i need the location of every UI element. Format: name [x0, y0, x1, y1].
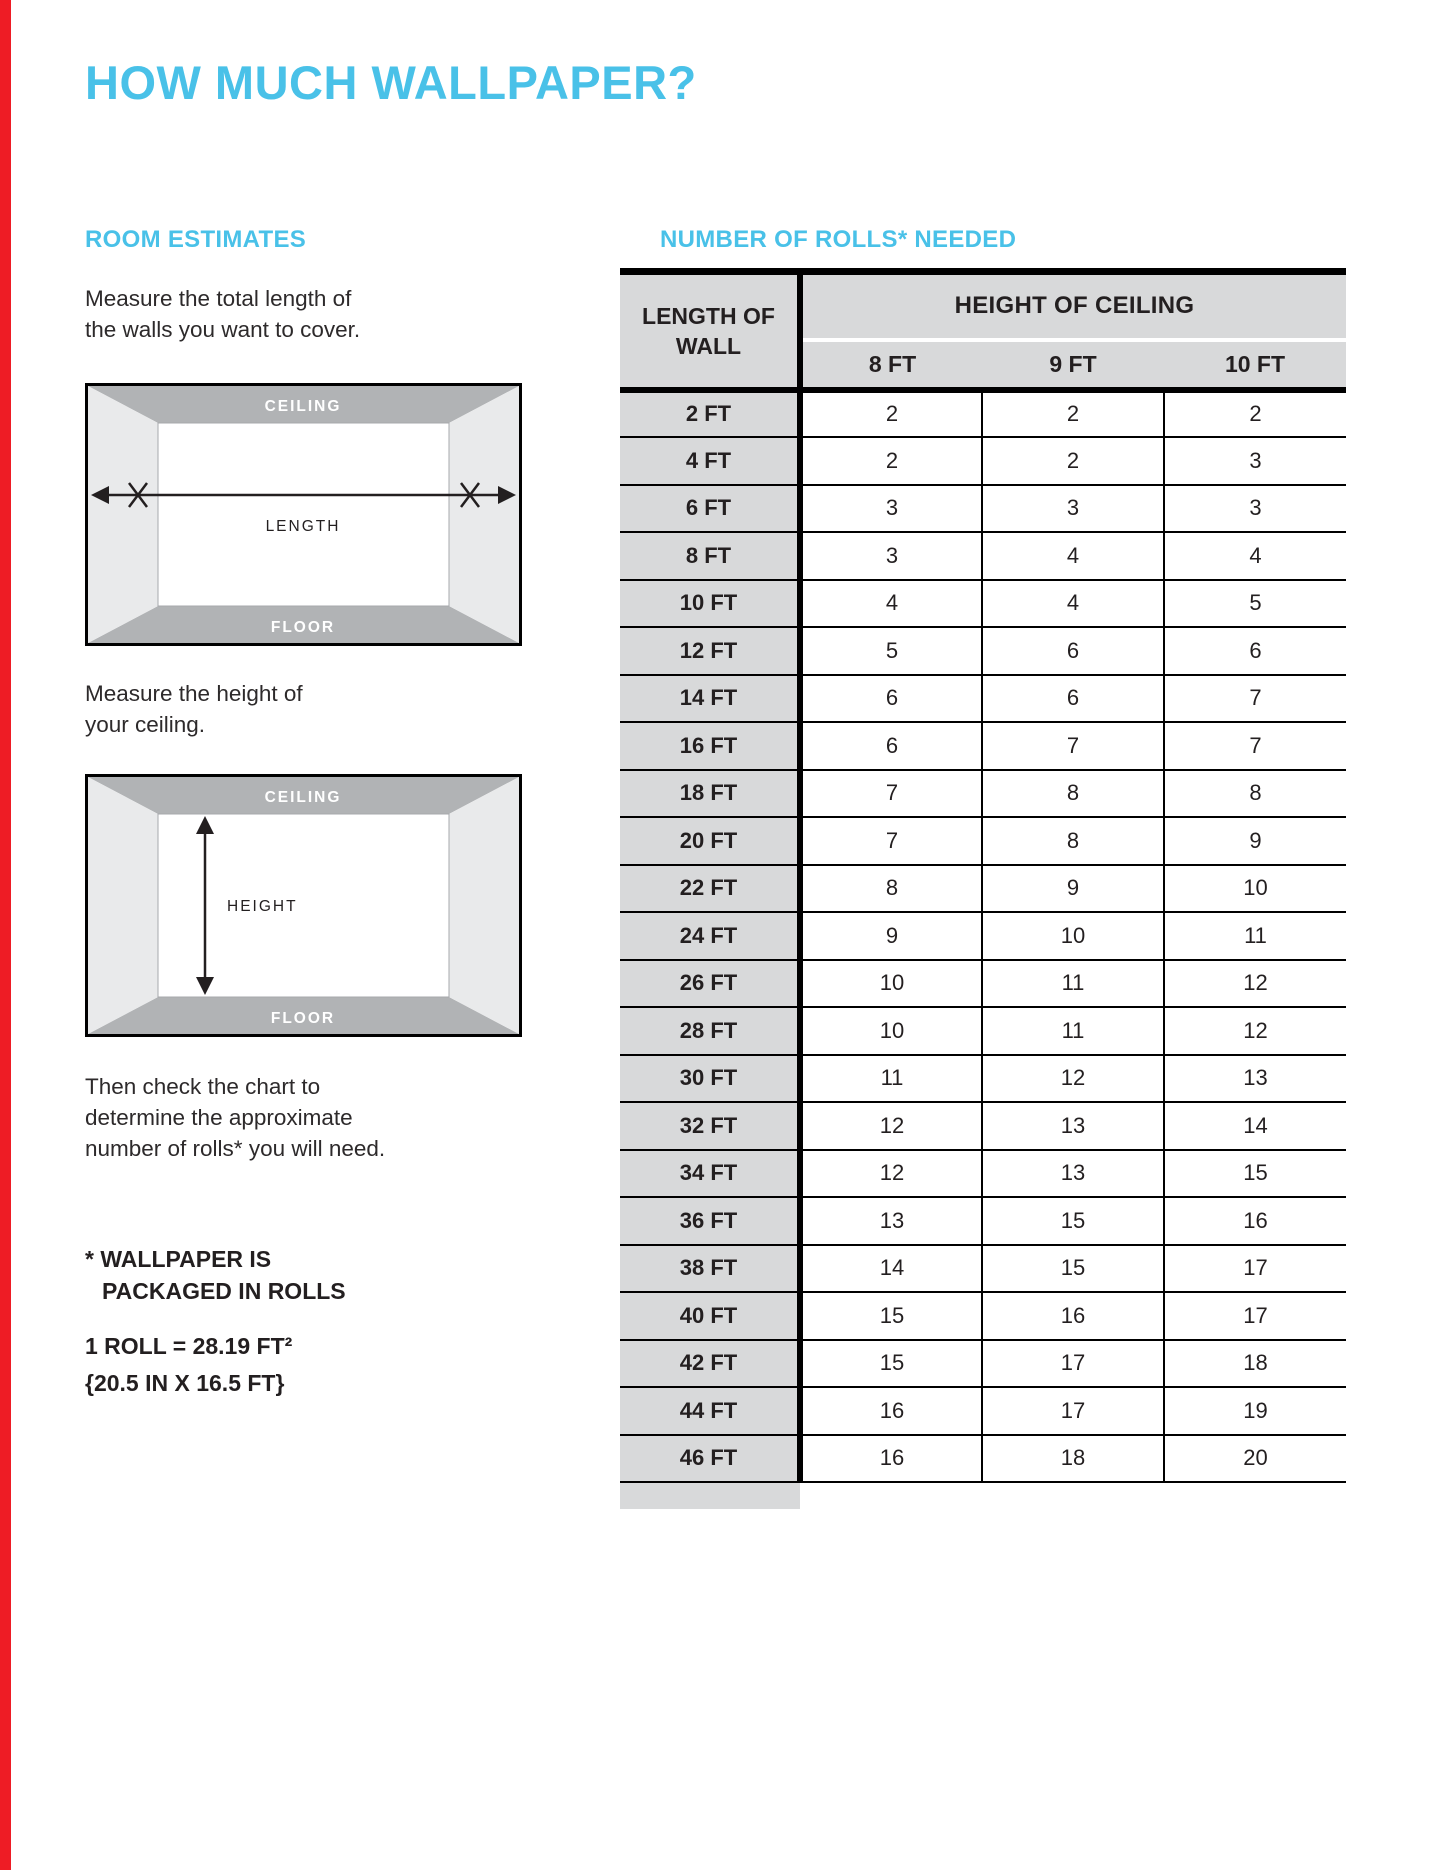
rolls-count-cell: 4 [1164, 532, 1346, 580]
rolls-count-cell: 3 [982, 485, 1164, 533]
rolls-count-cell: 2 [1164, 390, 1346, 438]
rolls-table-section [620, 268, 1346, 1509]
rolls-count-cell: 14 [800, 1245, 982, 1293]
rolls-table-row [620, 1102, 1346, 1150]
wall-length-cell: 42 FT [620, 1340, 800, 1388]
rolls-count-cell: 8 [800, 865, 982, 913]
rolls-count-cell: 17 [982, 1340, 1164, 1388]
rolls-table-row [620, 580, 1346, 628]
rolls-count-cell: 16 [982, 1292, 1164, 1340]
wallpaper-rolls-footnote [85, 1243, 346, 1307]
rolls-count-cell: 11 [982, 1007, 1164, 1055]
wall-length-cell: 38 FT [620, 1245, 800, 1293]
rolls-table-row [620, 485, 1346, 533]
rolls-count-cell: 4 [982, 532, 1164, 580]
rolls-table-row [620, 1055, 1346, 1103]
rolls-count-cell: 15 [800, 1292, 982, 1340]
rolls-count-cell: 11 [800, 1055, 982, 1103]
wall-length-cell: 18 FT [620, 770, 800, 818]
instruction-line: Measure the total length of [85, 286, 352, 311]
rolls-count-cell: 6 [800, 722, 982, 770]
rolls-count-cell: 9 [982, 865, 1164, 913]
rolls-table-row [620, 390, 1346, 438]
instruction-line: Then check the chart to [85, 1074, 321, 1099]
length-dimension-label: LENGTH [265, 518, 341, 535]
wall-length-cell: 36 FT [620, 1197, 800, 1245]
table-header-row [620, 272, 1346, 340]
check-chart-instruction [85, 1071, 385, 1164]
rolls-count-cell: 7 [800, 770, 982, 818]
rolls-count-cell: 18 [982, 1435, 1164, 1483]
rolls-count-cell: 17 [982, 1387, 1164, 1435]
rolls-count-cell: 11 [982, 960, 1164, 1008]
rolls-count-cell: 10 [1164, 865, 1346, 913]
rolls-count-cell: 4 [800, 580, 982, 628]
rolls-count-cell: 6 [800, 675, 982, 723]
rolls-count-cell: 13 [800, 1197, 982, 1245]
rolls-needed-heading: NUMBER OF ROLLS* NEEDED [660, 226, 1017, 253]
rolls-count-cell: 6 [982, 627, 1164, 675]
roll-area-line: 1 ROLL = 28.19 FT² [85, 1333, 293, 1359]
back-wall-panel [158, 814, 449, 997]
rolls-table-row [620, 912, 1346, 960]
rolls-count-cell: 9 [800, 912, 982, 960]
instruction-line: number of rolls* you will need. [85, 1136, 386, 1161]
wall-length-cell: 28 FT [620, 1007, 800, 1055]
rolls-table-row [620, 1292, 1346, 1340]
footer-empty-cell [800, 1482, 1346, 1509]
rolls-table-row [620, 675, 1346, 723]
ceiling-label: CEILING [264, 398, 342, 415]
wall-length-cell: 46 FT [620, 1435, 800, 1483]
wall-length-cell: 20 FT [620, 817, 800, 865]
rolls-count-cell: 15 [982, 1197, 1164, 1245]
instruction-line: the walls you want to cover. [85, 317, 361, 342]
rolls-count-cell: 7 [800, 817, 982, 865]
rolls-table-row [620, 817, 1346, 865]
rolls-table-row [620, 865, 1346, 913]
page-title: HOW MUCH WALLPAPER? [85, 56, 697, 109]
rolls-table-row [620, 960, 1346, 1008]
rolls-count-cell: 5 [1164, 580, 1346, 628]
wall-length-cell: 44 FT [620, 1387, 800, 1435]
wall-length-cell: 8 FT [620, 532, 800, 580]
ceiling-height-header-8-ft: 8 FT [800, 340, 982, 390]
rolls-count-cell: 12 [982, 1055, 1164, 1103]
wall-length-cell: 10 FT [620, 580, 800, 628]
gray-column-stub [620, 1482, 800, 1509]
ceiling-height-header-9-ft: 9 FT [982, 340, 1164, 390]
instruction-line: Measure the height of [85, 681, 303, 706]
rolls-count-cell: 7 [982, 722, 1164, 770]
left-wall-panel [88, 777, 158, 1034]
ceiling-height-header-10-ft: 10 FT [1164, 340, 1346, 390]
rolls-count-cell: 12 [800, 1150, 982, 1198]
wall-length-cell: 14 FT [620, 675, 800, 723]
room-estimates-heading: ROOM ESTIMATES [85, 226, 307, 253]
rolls-count-cell: 14 [1164, 1102, 1346, 1150]
table-footer-row [620, 1482, 1346, 1509]
rolls-table-row [620, 722, 1346, 770]
wall-length-cell: 30 FT [620, 1055, 800, 1103]
rolls-count-cell: 8 [982, 817, 1164, 865]
wall-length-cell: 12 FT [620, 627, 800, 675]
footnote-line: * WALLPAPER IS [85, 1246, 272, 1272]
wall-length-cell: 40 FT [620, 1292, 800, 1340]
measure-length-instruction [85, 283, 360, 345]
rolls-count-cell: 6 [982, 675, 1164, 723]
right-wall-panel [449, 777, 519, 1034]
rolls-count-cell: 7 [1164, 722, 1346, 770]
roll-size-info [85, 1328, 292, 1402]
wall-length-cell: 22 FT [620, 865, 800, 913]
rolls-count-cell: 7 [1164, 675, 1346, 723]
rolls-count-cell: 3 [1164, 437, 1346, 485]
rolls-count-cell: 8 [982, 770, 1164, 818]
rolls-count-cell: 15 [1164, 1150, 1346, 1198]
wall-length-cell: 16 FT [620, 722, 800, 770]
rolls-count-cell: 8 [1164, 770, 1346, 818]
right-wall-panel [449, 386, 519, 643]
rolls-table-row [620, 1197, 1346, 1245]
rolls-count-cell: 2 [800, 390, 982, 438]
rolls-table-row [620, 532, 1346, 580]
rolls-table-row [620, 1007, 1346, 1055]
rolls-count-cell: 13 [982, 1150, 1164, 1198]
wall-length-cell: 2 FT [620, 390, 800, 438]
rolls-count-cell: 3 [800, 485, 982, 533]
rolls-table [620, 268, 1346, 1509]
floor-label: FLOOR [270, 1010, 336, 1027]
rolls-count-cell: 3 [1164, 485, 1346, 533]
rolls-count-cell: 16 [1164, 1197, 1346, 1245]
left-accent-stripe [0, 0, 11, 1870]
rolls-count-cell: 4 [982, 580, 1164, 628]
roll-dimensions-line: {20.5 IN X 16.5 FT} [85, 1370, 285, 1396]
rolls-table-row [620, 627, 1346, 675]
instruction-line: determine the approximate [85, 1105, 353, 1130]
rolls-table-row [620, 1245, 1346, 1293]
rolls-count-cell: 15 [982, 1245, 1164, 1293]
rolls-table-row [620, 1387, 1346, 1435]
rolls-table-row [620, 770, 1346, 818]
wall-length-cell: 4 FT [620, 437, 800, 485]
room-length-diagram [85, 383, 522, 646]
rolls-count-cell: 2 [982, 437, 1164, 485]
rolls-count-cell: 12 [800, 1102, 982, 1150]
rolls-count-cell: 10 [982, 912, 1164, 960]
rolls-count-cell: 3 [800, 532, 982, 580]
rolls-count-cell: 20 [1164, 1435, 1346, 1483]
rolls-count-cell: 2 [982, 390, 1164, 438]
rolls-count-cell: 16 [800, 1387, 982, 1435]
rolls-count-cell: 17 [1164, 1245, 1346, 1293]
rolls-count-cell: 10 [800, 960, 982, 1008]
measure-height-instruction [85, 678, 303, 740]
back-wall-panel [158, 423, 449, 606]
left-wall-panel [88, 386, 158, 643]
wall-length-cell: 34 FT [620, 1150, 800, 1198]
instruction-line: your ceiling. [85, 712, 206, 737]
rolls-count-cell: 11 [1164, 912, 1346, 960]
height-of-ceiling-header: HEIGHT OF CEILING [800, 272, 1346, 340]
wall-length-cell: 26 FT [620, 960, 800, 1008]
rolls-count-cell: 10 [800, 1007, 982, 1055]
height-dimension-label: HEIGHT [227, 898, 298, 915]
footnote-line: PACKAGED IN ROLLS [102, 1278, 346, 1304]
rolls-count-cell: 12 [1164, 1007, 1346, 1055]
length-of-wall-header: LENGTH OF WALL [620, 272, 800, 390]
rolls-count-cell: 5 [800, 627, 982, 675]
rolls-count-cell: 13 [982, 1102, 1164, 1150]
rolls-table-row [620, 1435, 1346, 1483]
rolls-count-cell: 15 [800, 1340, 982, 1388]
rolls-table-row [620, 437, 1346, 485]
rolls-count-cell: 16 [800, 1435, 982, 1483]
wall-length-cell: 32 FT [620, 1102, 800, 1150]
rolls-count-cell: 2 [800, 437, 982, 485]
room-height-diagram [85, 774, 522, 1037]
rolls-table-row [620, 1150, 1346, 1198]
rolls-count-cell: 6 [1164, 627, 1346, 675]
rolls-count-cell: 17 [1164, 1292, 1346, 1340]
rolls-count-cell: 19 [1164, 1387, 1346, 1435]
rolls-count-cell: 9 [1164, 817, 1346, 865]
rolls-count-cell: 13 [1164, 1055, 1346, 1103]
wall-length-cell: 6 FT [620, 485, 800, 533]
wall-length-cell: 24 FT [620, 912, 800, 960]
rolls-count-cell: 12 [1164, 960, 1346, 1008]
floor-label: FLOOR [270, 619, 336, 636]
rolls-count-cell: 18 [1164, 1340, 1346, 1388]
ceiling-label: CEILING [264, 789, 342, 806]
rolls-table-row [620, 1340, 1346, 1388]
